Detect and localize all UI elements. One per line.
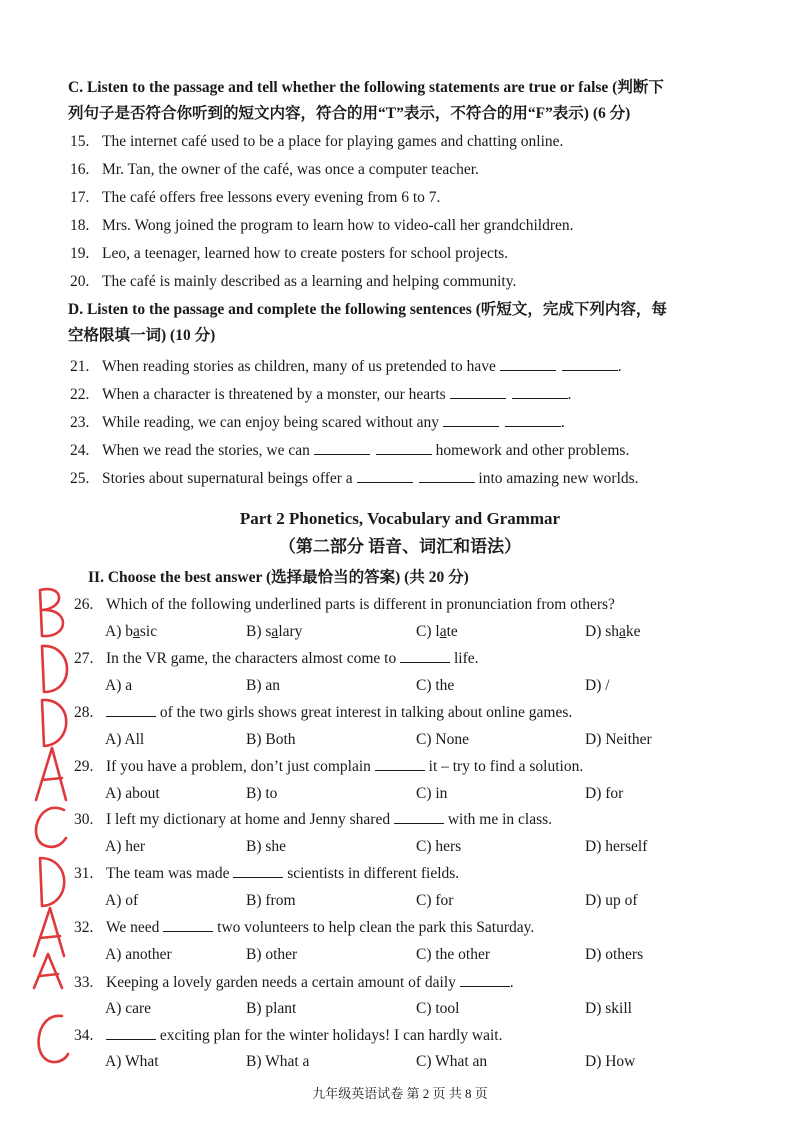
statement-15: 15. The internet café used to be a place for playing games and chatting online. [70, 133, 564, 150]
handwritten-answer-27 [42, 646, 67, 692]
q26-option-a[interactable]: A) basic [105, 623, 158, 640]
blank-34[interactable] [106, 1025, 156, 1040]
q27-option-d[interactable]: D) / [585, 677, 610, 694]
q33-option-b[interactable]: B) plant [246, 1000, 297, 1017]
blank-29[interactable] [375, 756, 425, 771]
q29-option-c[interactable]: C) in [416, 785, 448, 802]
q33-option-d[interactable]: D) skill [585, 1000, 632, 1017]
handwritten-answer-30 [36, 808, 66, 847]
q27-option-b[interactable]: B) an [246, 677, 281, 694]
q31-option-c[interactable]: C) for [416, 892, 454, 909]
q31-option-d[interactable]: D) up of [585, 892, 638, 909]
blank-27[interactable] [400, 648, 450, 663]
blank-24b[interactable] [376, 440, 432, 455]
blank-33[interactable] [460, 972, 510, 987]
statement-19: 19. Leo, a teenager, learned how to create posters for school projects. [70, 245, 509, 262]
statement-16: 16. Mr. Tan, the owner of the café, was once a computer teacher. [70, 161, 479, 178]
blank-21b[interactable] [562, 356, 618, 371]
section-d-heading-cont: 空格限填一词) (10 分) [68, 327, 216, 344]
q29-option-a[interactable]: A) about [105, 785, 160, 802]
handwritten-answer-31 [40, 858, 64, 906]
q33-option-a[interactable]: A) care [105, 1000, 152, 1017]
blank-25a[interactable] [357, 468, 413, 483]
q34-option-a[interactable]: A) What [105, 1053, 159, 1070]
q28-option-b[interactable]: B) Both [246, 731, 296, 748]
sentence-22: 22. When a character is threatened by a monster, our hearts . [70, 386, 572, 403]
blank-22b[interactable] [512, 384, 568, 399]
q27-option-c[interactable]: C) the [416, 677, 455, 694]
question-34: 34. exciting plan for the winter holidays! I can hardly wait. [74, 1027, 503, 1044]
q27-option-a[interactable]: A) a [105, 677, 133, 694]
statement-18: 18. Mrs. Wong joined the program to learn how to video-call her grandchildren. [70, 217, 574, 234]
statement-17: 17. The café offers free lessons every evening from 6 to 7. [70, 189, 441, 206]
question-26: 26. Which of the following underlined parts is different in pronunciation from others? [74, 596, 615, 613]
sentence-25: 25. Stories about supernatural beings offer a into amazing new worlds. [70, 470, 639, 487]
blank-23b[interactable] [505, 412, 561, 427]
q31-option-b[interactable]: B) from [246, 892, 296, 909]
section-c-heading-cont: 列句子是否符合你听到的短文内容，符合的用“T”表示，不符合的用“F”表示) (6 分) [68, 105, 631, 122]
blank-28[interactable] [106, 702, 156, 717]
blank-25b[interactable] [419, 468, 475, 483]
sentence-21: 21. When reading stories as children, many of us pretended to have . [70, 358, 622, 375]
q32-option-c[interactable]: C) the other [416, 946, 491, 963]
sentence-24: 24. When we read the stories, we can homework and other problems. [70, 442, 630, 459]
handwritten-answer-32 [34, 908, 64, 956]
section-c-heading: C. Listen to the passage and tell whether the following statements are true or false (判断下 [68, 79, 664, 96]
blank-24a[interactable] [314, 440, 370, 455]
q33-option-c[interactable]: C) tool [416, 1000, 460, 1017]
q32-option-d[interactable]: D) others [585, 946, 644, 963]
q28-option-c[interactable]: C) None [416, 731, 469, 748]
blank-21a[interactable] [500, 356, 556, 371]
question-27: 27. In the VR game, the characters almost come to life. [74, 650, 479, 667]
handwritten-answer-29 [36, 748, 66, 800]
q26-option-b[interactable]: B) salary [246, 623, 303, 640]
q30-option-b[interactable]: B) she [246, 838, 287, 855]
page-footer: 九年级英语试卷 第 2 页 共 8 页 [312, 1086, 488, 1101]
q30-option-a[interactable]: A) her [105, 838, 146, 855]
handwritten-answer-26 [40, 589, 63, 636]
blank-22a[interactable] [450, 384, 506, 399]
q30-option-c[interactable]: C) hers [416, 838, 462, 855]
handwritten-answer-33 [34, 954, 62, 988]
q26-option-d[interactable]: D) shake [585, 623, 641, 640]
handwritten-answer-34 [39, 1016, 68, 1062]
blank-32[interactable] [163, 917, 213, 932]
part2-subtitle: （第二部分 语音、词汇和语法） [278, 537, 522, 556]
question-28: 28. of the two girls shows great interest in talking about online games. [74, 704, 573, 721]
q30-option-d[interactable]: D) herself [585, 838, 648, 855]
blank-31[interactable] [233, 863, 283, 878]
statement-20: 20. The café is mainly described as a learning and helping community. [70, 273, 517, 290]
q31-option-a[interactable]: A) of [105, 892, 139, 909]
q34-option-c[interactable]: C) What an [416, 1053, 488, 1070]
question-29: 29. If you have a problem, don’t just complain it – try to find a solution. [74, 758, 584, 775]
sentence-23: 23. While reading, we can enjoy being scared without any . [70, 414, 565, 431]
blank-23a[interactable] [443, 412, 499, 427]
q34-option-d[interactable]: D) How [585, 1053, 636, 1070]
q29-option-b[interactable]: B) to [246, 785, 278, 802]
handwritten-answer-28 [42, 700, 66, 746]
q34-option-b[interactable]: B) What a [246, 1053, 310, 1070]
q32-option-a[interactable]: A) another [105, 946, 172, 963]
question-32: 32. We need two volunteers to help clean the park this Saturday. [74, 919, 535, 936]
q29-option-d[interactable]: D) for [585, 785, 624, 802]
section-d-heading: D. Listen to the passage and complete the following sentences (听短文，完成下列内容，每 [68, 301, 667, 318]
q26-option-c[interactable]: C) late [416, 623, 458, 640]
section-ii-heading: II. Choose the best answer (选择最恰当的答案) (共 20 分) [88, 569, 469, 586]
question-31: 31. The team was made scientists in different fields. [74, 865, 460, 882]
q32-option-b[interactable]: B) other [246, 946, 298, 963]
part2-title: Part 2 Phonetics, Vocabulary and Grammar [239, 509, 561, 528]
q28-option-d[interactable]: D) Neither [585, 731, 652, 748]
question-30: 30. I left my dictionary at home and Jenny shared with me in class. [74, 811, 553, 828]
q28-option-a[interactable]: A) All [105, 731, 145, 748]
blank-30[interactable] [394, 809, 444, 824]
question-33: 33. Keeping a lovely garden needs a certain amount of daily . [74, 974, 514, 991]
